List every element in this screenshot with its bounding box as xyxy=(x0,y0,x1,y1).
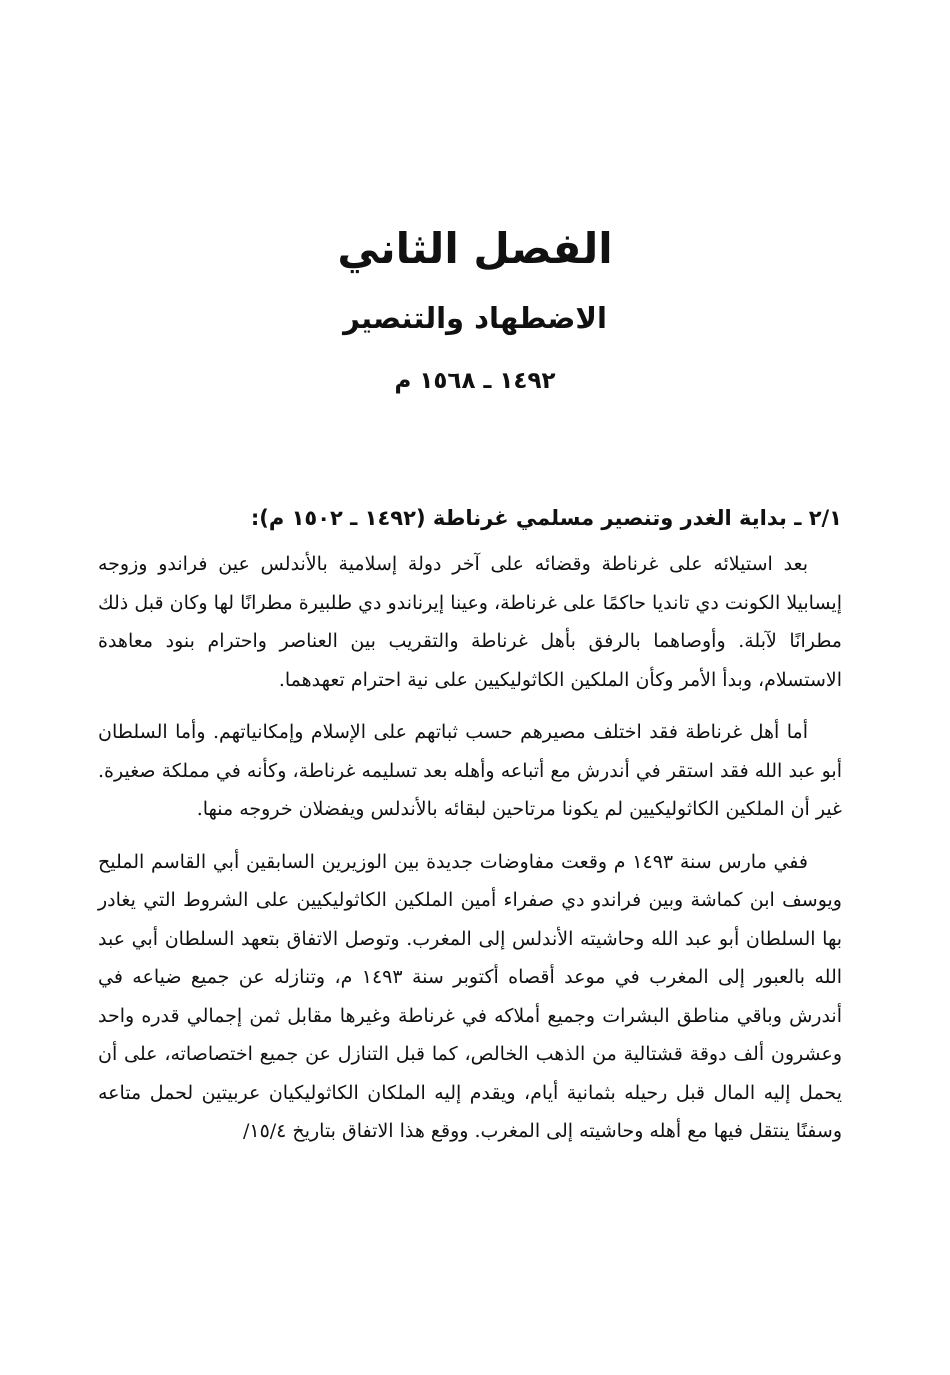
section-heading: ٢/١ ـ بداية الغدر وتنصير مسلمي غرناطة (١٤٩٢ ـ ١٥٠٢ م): xyxy=(250,506,842,530)
chapter-title: الفصل الثاني xyxy=(337,224,613,273)
paragraph-1: بعد استيلائه على غرناطة وقضائه على آخر دولة إسلامية بالأندلس عين فراندو وزوجه إيسابيلا الكونت دي تانديا حاكمًا على غرناطة، وعينا إيرناندو دي طلبيرة مطرانًا لها وكان قبل ذلك مطرانًا لآبلة. وأوصاهما بالرفق بأهل غرناطة والتقريب بين العناصر واحترام بنود معاهدة الاستسلام، وبدأ الأمر وكأن الملكين الكاثوليكيين على نية احترام تعهدهما. xyxy=(98,553,842,691)
chapter-subtitle: الاضطهاد والتنصير xyxy=(343,301,607,335)
chapter-years: ١٤٩٢ ـ ١٥٦٨ م xyxy=(394,368,556,394)
paragraph-2: أما أهل غرناطة فقد اختلف مصيرهم حسب ثباتهم على الإسلام وإمكانياتهم. وأما السلطان أبو عبد الله فقد استقر في أندرش مع أتباعه وأهله بعد تسليمه غرناطة، وكأنه في مملكة صغيرة. غير أن الملكين الكاثوليكيين لم يكونا مرتاحين لبقائه بالأندلس ويفضلان خروجه منها. xyxy=(98,721,842,820)
chapter-header xyxy=(0,218,950,398)
section-body xyxy=(98,500,842,1165)
paragraph-3: ففي مارس سنة ١٤٩٣ م وقعت مفاوضات جديدة بين الوزيرين السابقين أبي القاسم المليح ويوسف ابن كماشة وبين فراندو دي صفراء أمين الملكين الكاثوليكيين على الشروط التي يغادر بها السلطان أبو عبد الله وحاشيته الأندلس إلى المغرب. وتوصل الاتفاق بتعهد السلطان أبي عبد الله بالعبور إلى المغرب في موعد أقصاه أكتوبر سنة ١٤٩٣ م، وتنازله عن جميع ضياعه في أندرش وباقي مناطق البشرات وجميع أملاكه في غرناطة وغيرها مقابل ثمن إجمالي قدره واحد وعشرون ألف دوقة قشتالية من الذهب الخالص، كما قبل التنازل عن جميع اختصاصاته، على أن يحمل إليه المال قبل رحيله بثمانية أيام، ويقدم إليه الملكان الكاثوليكيان عربيتين لحمل متاعه وسفنًا ينتقل فيها مع أهله وحاشيته إلى المغرب. ووقع هذا الاتفاق بتاريخ ١٥/٤/ xyxy=(98,850,843,1142)
